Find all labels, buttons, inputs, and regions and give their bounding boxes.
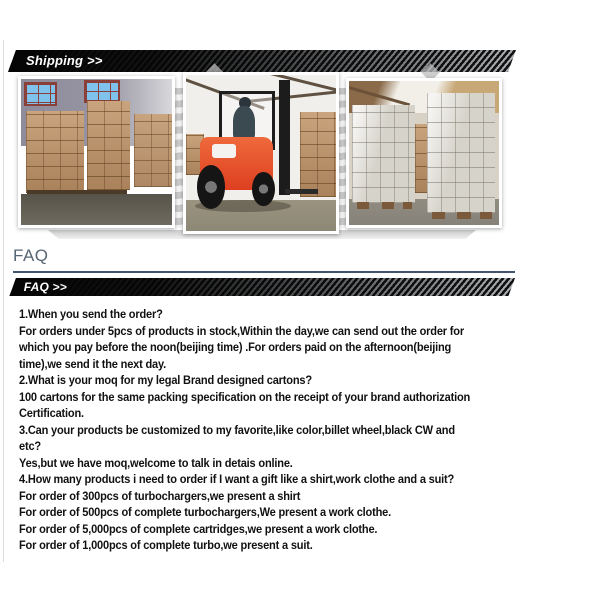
faq-section-heading: FAQ — [13, 246, 49, 265]
pallet-foot — [382, 202, 394, 209]
faq-line: which you pay before the noon(beijing time) .For orders paid on the afternoon(beijing — [19, 340, 452, 354]
faq-line: Certification. — [19, 406, 84, 420]
forklift-loading-photo-content — [186, 75, 336, 231]
carton-stack — [26, 111, 85, 193]
pallet-foot — [432, 212, 446, 219]
carton-stack — [300, 112, 336, 196]
warehouse-cartons-photo-content — [21, 79, 172, 225]
faq-line: 2.What is your moq for my legal Brand designed cartons? — [19, 373, 312, 387]
forklift-model-plate — [212, 144, 236, 158]
warehouse-cartons-photo — [18, 76, 175, 228]
faq-line: 3.Can your products be customized to my favorite,like color,billet wheel,black CW and — [19, 422, 455, 437]
forklift-fork — [285, 189, 318, 194]
forklift-mast — [279, 80, 290, 195]
warehouse-window — [24, 82, 57, 106]
forklift-wheel — [197, 165, 226, 209]
faq-section-banner — [9, 278, 515, 296]
faq-line: 100 cartons for the same packing specification on the receipt of your brand authorization — [19, 389, 471, 404]
shrink-wrapped-pallet — [352, 105, 415, 203]
warehouse-floor — [21, 194, 172, 225]
content-left-border — [3, 40, 4, 562]
faq-banner-label: FAQ >> — [23, 280, 67, 294]
pallet-foot — [357, 202, 369, 209]
pallet-foot — [480, 212, 492, 219]
shipping-banner-label: Shipping >> — [25, 53, 103, 68]
carton-stack — [134, 114, 172, 187]
faq-line: Yes,but we have moq,welcome to talk in detais online. — [19, 455, 293, 470]
pallet-foot — [403, 202, 412, 209]
faq-line: For order of 1,000pcs of complete turbo,we present a suit. — [19, 538, 313, 552]
faq-line: 1.When you send the order? — [19, 307, 163, 321]
pallet-foot — [457, 212, 471, 219]
forklift-driver — [233, 106, 256, 140]
faq-line: time),we send it the next day. — [19, 356, 167, 371]
shrink-wrapped-pallet — [427, 93, 495, 214]
faq-line: 4.How many products i need to order if I want a gift like a shirt,work clothe and a suit? — [19, 472, 455, 486]
wrapped-pallets-photo — [346, 78, 502, 228]
wrapped-pallets-photo-content — [349, 81, 499, 225]
faq-line: etc? — [19, 439, 41, 453]
carton-stack — [87, 101, 129, 190]
faq-line: For orders under 5pcs of products in stock,Within the day,we can send out the order for — [19, 323, 464, 338]
forklift-loading-photo — [183, 72, 339, 234]
faq-line: For order of 5,000pcs of complete cartridges,we present a work clothe. — [19, 521, 378, 536]
forklift-wheel — [252, 172, 275, 206]
faq-line: For order of 500pcs of complete turbochargers,We present a work clothe. — [19, 505, 392, 519]
shipping-section-banner — [8, 50, 516, 72]
faq-line: For order of 300pcs of turbochargers,we present a shirt — [19, 488, 301, 503]
faq-heading-divider — [13, 271, 515, 273]
faq-text-block — [19, 306, 536, 554]
